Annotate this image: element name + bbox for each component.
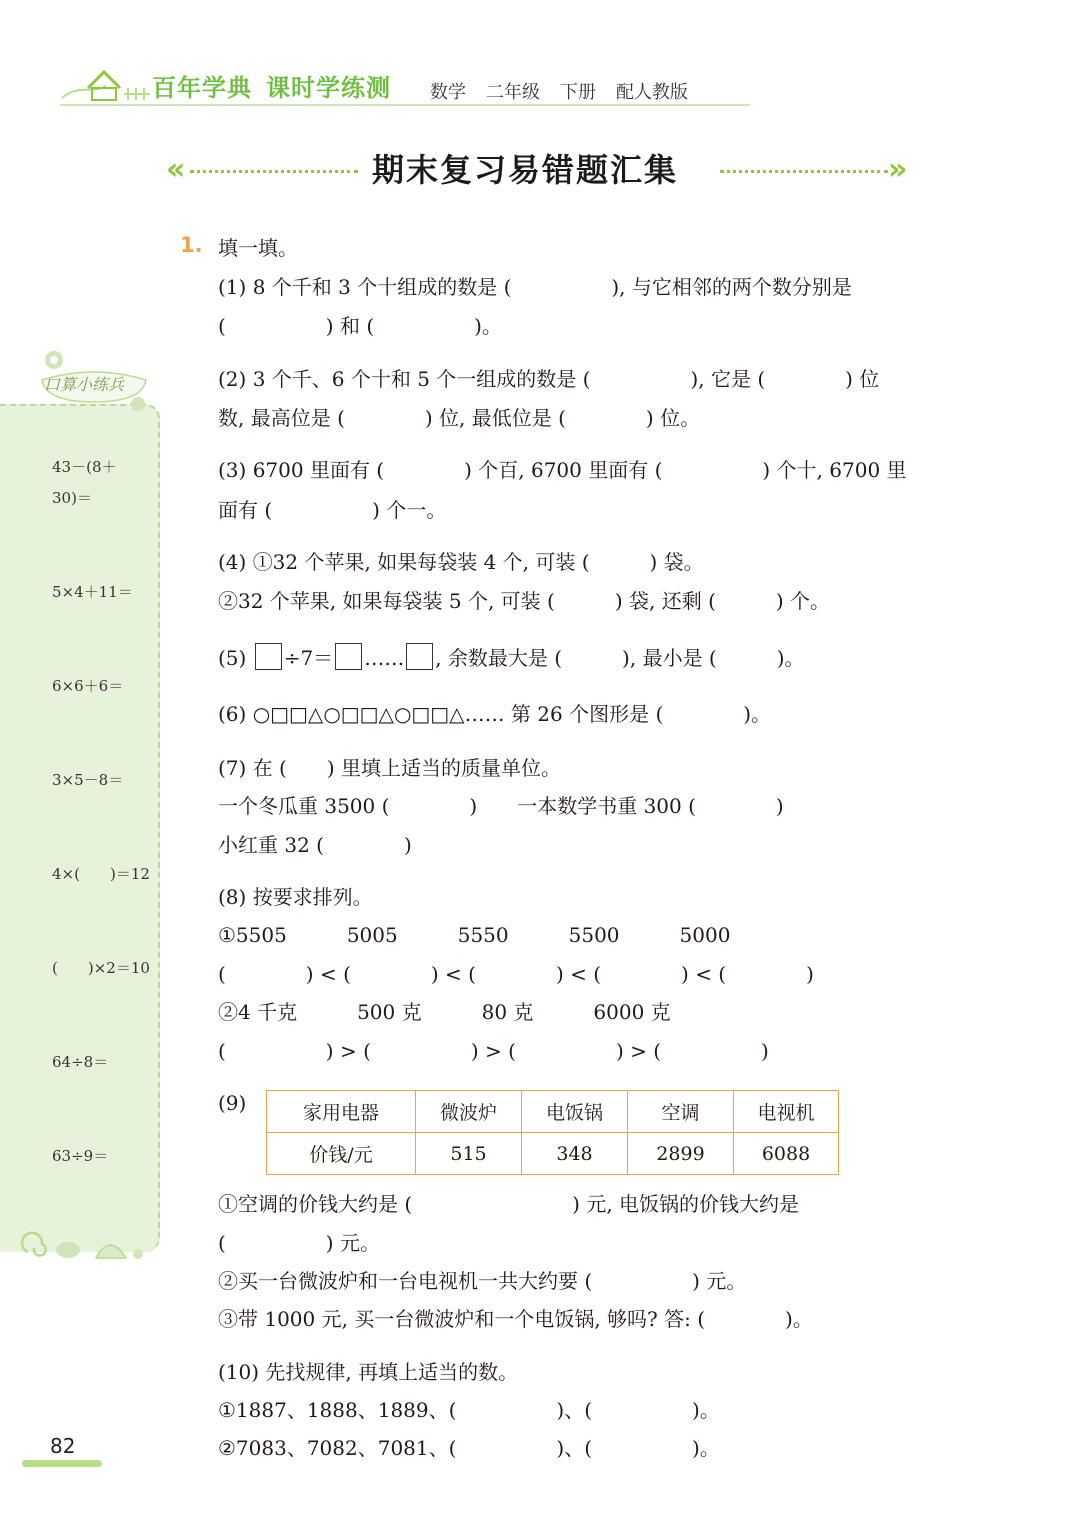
price-table (266, 1090, 839, 1175)
table-header-row (267, 1091, 839, 1133)
q4-line-2: ②32 个苹果, 如果每袋装 5 个, 可装 ( ) 袋, 还剩 ( ) 个。 (218, 589, 831, 613)
q9-line-2: ( ) 元。 (218, 1231, 380, 1255)
q1-line-2: ( ) 和 ( )。 (218, 314, 502, 338)
double-chevron-left-icon: « (166, 152, 186, 187)
q5-suffix: , 余数最大是 ( ), 最小是 ( )。 (435, 646, 805, 670)
table-cell: 6088 (734, 1133, 839, 1175)
q7-line-1: (7) 在 ( ) 里填上适当的质量单位。 (218, 756, 562, 780)
table-cell: 价钱/元 (267, 1133, 416, 1175)
subject-label: 数学 (430, 82, 466, 103)
calc-item-3: 6×6＋6＝ (52, 677, 124, 695)
q5-remainder-dots: …… (364, 646, 405, 670)
table-cell: 348 (522, 1133, 628, 1175)
house-logo-icon (58, 64, 153, 106)
header-divider (60, 104, 750, 106)
q3-line-2: 面有 ( ) 个一。 (218, 498, 447, 522)
q9-line-1: ①空调的价钱大约是 ( ) 元, 电饭锅的价钱大约是 (218, 1192, 800, 1216)
q5-division: ÷7＝ (283, 646, 334, 670)
grade-label: 二年级 (486, 82, 540, 103)
q2-line-2: 数, 最高位是 ( ) 位, 最低位是 ( ) 位。 (218, 406, 701, 430)
table-header-cell: 电饭锅 (522, 1091, 628, 1133)
q3-line-1: (3) 6700 里面有 ( ) 个百, 6700 里面有 ( ) 个十, 6700 里 (218, 458, 907, 482)
table-cell: 2899 (628, 1133, 734, 1175)
table-row (267, 1133, 839, 1175)
page-number: 82 (50, 1434, 76, 1458)
q8-line-1: (8) 按要求排列。 (218, 885, 373, 909)
q9-label: (9) (218, 1091, 247, 1115)
answer-box[interactable] (406, 643, 433, 670)
calc-item-4: 3×5－8＝ (52, 771, 124, 789)
calc-item-1 (52, 452, 116, 514)
q6-line: (6) ○□□△○□□△○□□△…… 第 26 个图形是 ( )。 (218, 702, 772, 726)
double-chevron-right-icon: » (888, 152, 908, 187)
q9-line-4: ③带 1000 元, 买一台微波炉和一个电饭锅, 够吗? 答: ( )。 (218, 1307, 813, 1331)
q2-line-1: (2) 3 个千、6 个十和 5 个一组成的数是 ( ), 它是 ( ) 位 (218, 367, 880, 391)
question-heading: 填一填。 (218, 236, 298, 260)
table-header-cell: 微波炉 (416, 1091, 522, 1133)
series-brand (152, 68, 405, 103)
sidebar-label: 口算小练兵 (44, 375, 125, 394)
q10-line-3: ②7083、7082、7081、( )、( )。 (218, 1436, 720, 1460)
q7-line-3: 小红重 32 ( ) (218, 833, 412, 857)
calc-item-6: ( )×2＝10 (52, 959, 150, 977)
calc-item-5: 4×( )＝12 (52, 865, 150, 883)
volume-label: 下册 (560, 82, 596, 103)
q5-line (218, 643, 805, 672)
q7-line-2: 一个冬瓜重 3500 ( ) 一本数学书重 300 ( ) (218, 794, 784, 818)
q10-line-1: (10) 先找规律, 再填上适当的数。 (218, 1360, 519, 1384)
question-number: 1. (180, 233, 203, 257)
brand-name: 百年学典 (152, 74, 252, 102)
q1-line-1: (1) 8 个千和 3 个十组成的数是 ( ), 与它相邻的两个数分别是 (218, 275, 852, 299)
q8-line-4: ②4 千克 500 克 80 克 6000 克 (218, 1000, 671, 1024)
table-header-cell: 空调 (628, 1091, 734, 1133)
page-title: 期末复习易错题汇集 (372, 151, 679, 189)
calc-item-2: 5×4＋11＝ (52, 583, 133, 601)
calc-text: 30)＝ (52, 489, 92, 507)
calc-item-7: 64÷8＝ (52, 1053, 109, 1071)
edition-label: 配人教版 (616, 82, 688, 103)
q8-line-5: ( ) > ( ) > ( ) > ( ) (218, 1039, 769, 1063)
title-dots-right (720, 170, 888, 173)
answer-box[interactable] (255, 643, 282, 670)
q5-prefix: (5) (218, 646, 247, 670)
table-header-cell: 电视机 (734, 1091, 839, 1133)
brand-series: 课时学练测 (266, 74, 391, 102)
q8-line-3: ( ) < ( ) < ( ) < ( ) < ( ) (218, 962, 814, 986)
table-header-cell: 家用电器 (267, 1091, 416, 1133)
q10-line-2: ①1887、1888、1889、( )、( )。 (218, 1398, 720, 1422)
table-cell: 515 (416, 1133, 522, 1175)
q9-line-3: ②买一台微波炉和一台电视机一共大约要 ( ) 元。 (218, 1269, 747, 1293)
answer-box[interactable] (335, 643, 362, 670)
q4-line-1: (4) ①32 个苹果, 如果每袋装 4 个, 可装 ( ) 袋。 (218, 550, 704, 574)
book-subject (430, 78, 708, 104)
swirl-decoration-icon (18, 1222, 148, 1266)
calc-text: 43－(8＋ (52, 458, 117, 476)
mental-math-sidebar (0, 404, 160, 1252)
page-number-bar (22, 1460, 102, 1467)
title-dots-left (190, 170, 358, 173)
calc-item-8: 63÷9＝ (52, 1147, 109, 1165)
q8-line-2: ①5505 5005 5550 5500 5000 (218, 923, 731, 947)
